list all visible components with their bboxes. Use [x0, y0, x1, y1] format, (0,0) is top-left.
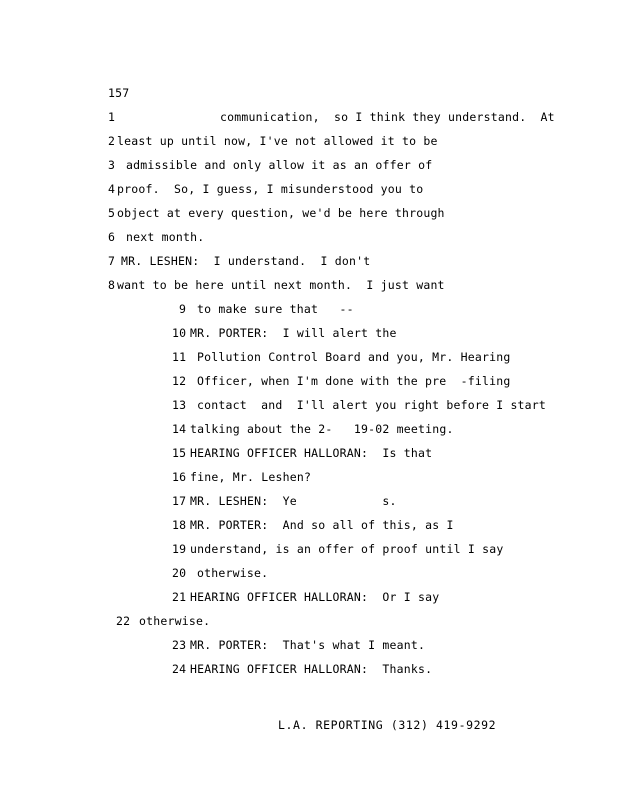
line-text: MR. PORTER: I will alert the: [190, 326, 397, 340]
line-number: 3: [108, 158, 116, 172]
line-number: 14: [172, 422, 187, 436]
line-number: 2: [108, 134, 116, 148]
line-number: 24: [172, 662, 187, 676]
line-text: Officer, when I'm done with the pre -filing: [197, 374, 511, 388]
line-text: contact and I'll alert you right before I start: [197, 398, 547, 412]
line-text: HEARING OFFICER HALLORAN: Or I say: [190, 590, 440, 604]
line-text: least up until now, I've not allowed it to be: [117, 134, 438, 148]
line-number: 20: [172, 566, 187, 580]
line-text: communication, so I think they understand. At: [220, 110, 555, 124]
line-number: 17: [172, 494, 187, 508]
line-number: 15: [172, 446, 187, 460]
line-number: 18: [172, 518, 187, 532]
line-text: HEARING OFFICER HALLORAN: Thanks.: [190, 662, 433, 676]
line-text: MR. LESHEN: Ye s.: [190, 494, 397, 508]
line-number: 10: [172, 326, 187, 340]
line-text: MR. PORTER: That's what I meant.: [190, 638, 426, 652]
line-text: want to be here until next month. I just want: [117, 278, 445, 292]
line-text: next month.: [126, 230, 205, 244]
line-text: to make sure that --: [197, 302, 354, 316]
line-number: 7: [108, 254, 116, 268]
reporter-footer: L.A. REPORTING (312) 419-9292: [278, 718, 497, 732]
line-number: 4: [108, 182, 116, 196]
line-text: fine, Mr. Leshen?: [190, 470, 312, 484]
line-number: 16: [172, 470, 187, 484]
line-number: 12: [172, 374, 187, 388]
line-number: 13: [172, 398, 187, 412]
line-text: object at every question, we'd be here through: [117, 206, 445, 220]
line-text: otherwise.: [139, 614, 211, 628]
line-text: admissible and only allow it as an offer of: [126, 158, 433, 172]
line-number: 19: [172, 542, 187, 556]
line-number: 9: [179, 302, 187, 316]
line-number: 23: [172, 638, 187, 652]
line-text: MR. LESHEN: I understand. I don't: [121, 254, 371, 268]
page-number: 157: [108, 86, 130, 100]
line-text: MR. PORTER: And so all of this, as I: [190, 518, 454, 532]
line-number: 1: [108, 110, 116, 124]
line-number: 6: [108, 230, 116, 244]
line-text: talking about the 2- 19-02 meeting.: [190, 422, 454, 436]
line-number: 5: [108, 206, 116, 220]
line-number: 21: [172, 590, 187, 604]
line-text: proof. So, I guess, I misunderstood you to: [117, 182, 424, 196]
line-number: 8: [108, 278, 116, 292]
line-number: 22: [116, 614, 131, 628]
line-text: understand, is an offer of proof until I say: [190, 542, 504, 556]
line-number: 11: [172, 350, 187, 364]
line-text: Pollution Control Board and you, Mr. Hearing: [197, 350, 511, 364]
line-text: HEARING OFFICER HALLORAN: Is that: [190, 446, 433, 460]
line-text: otherwise.: [197, 566, 269, 580]
